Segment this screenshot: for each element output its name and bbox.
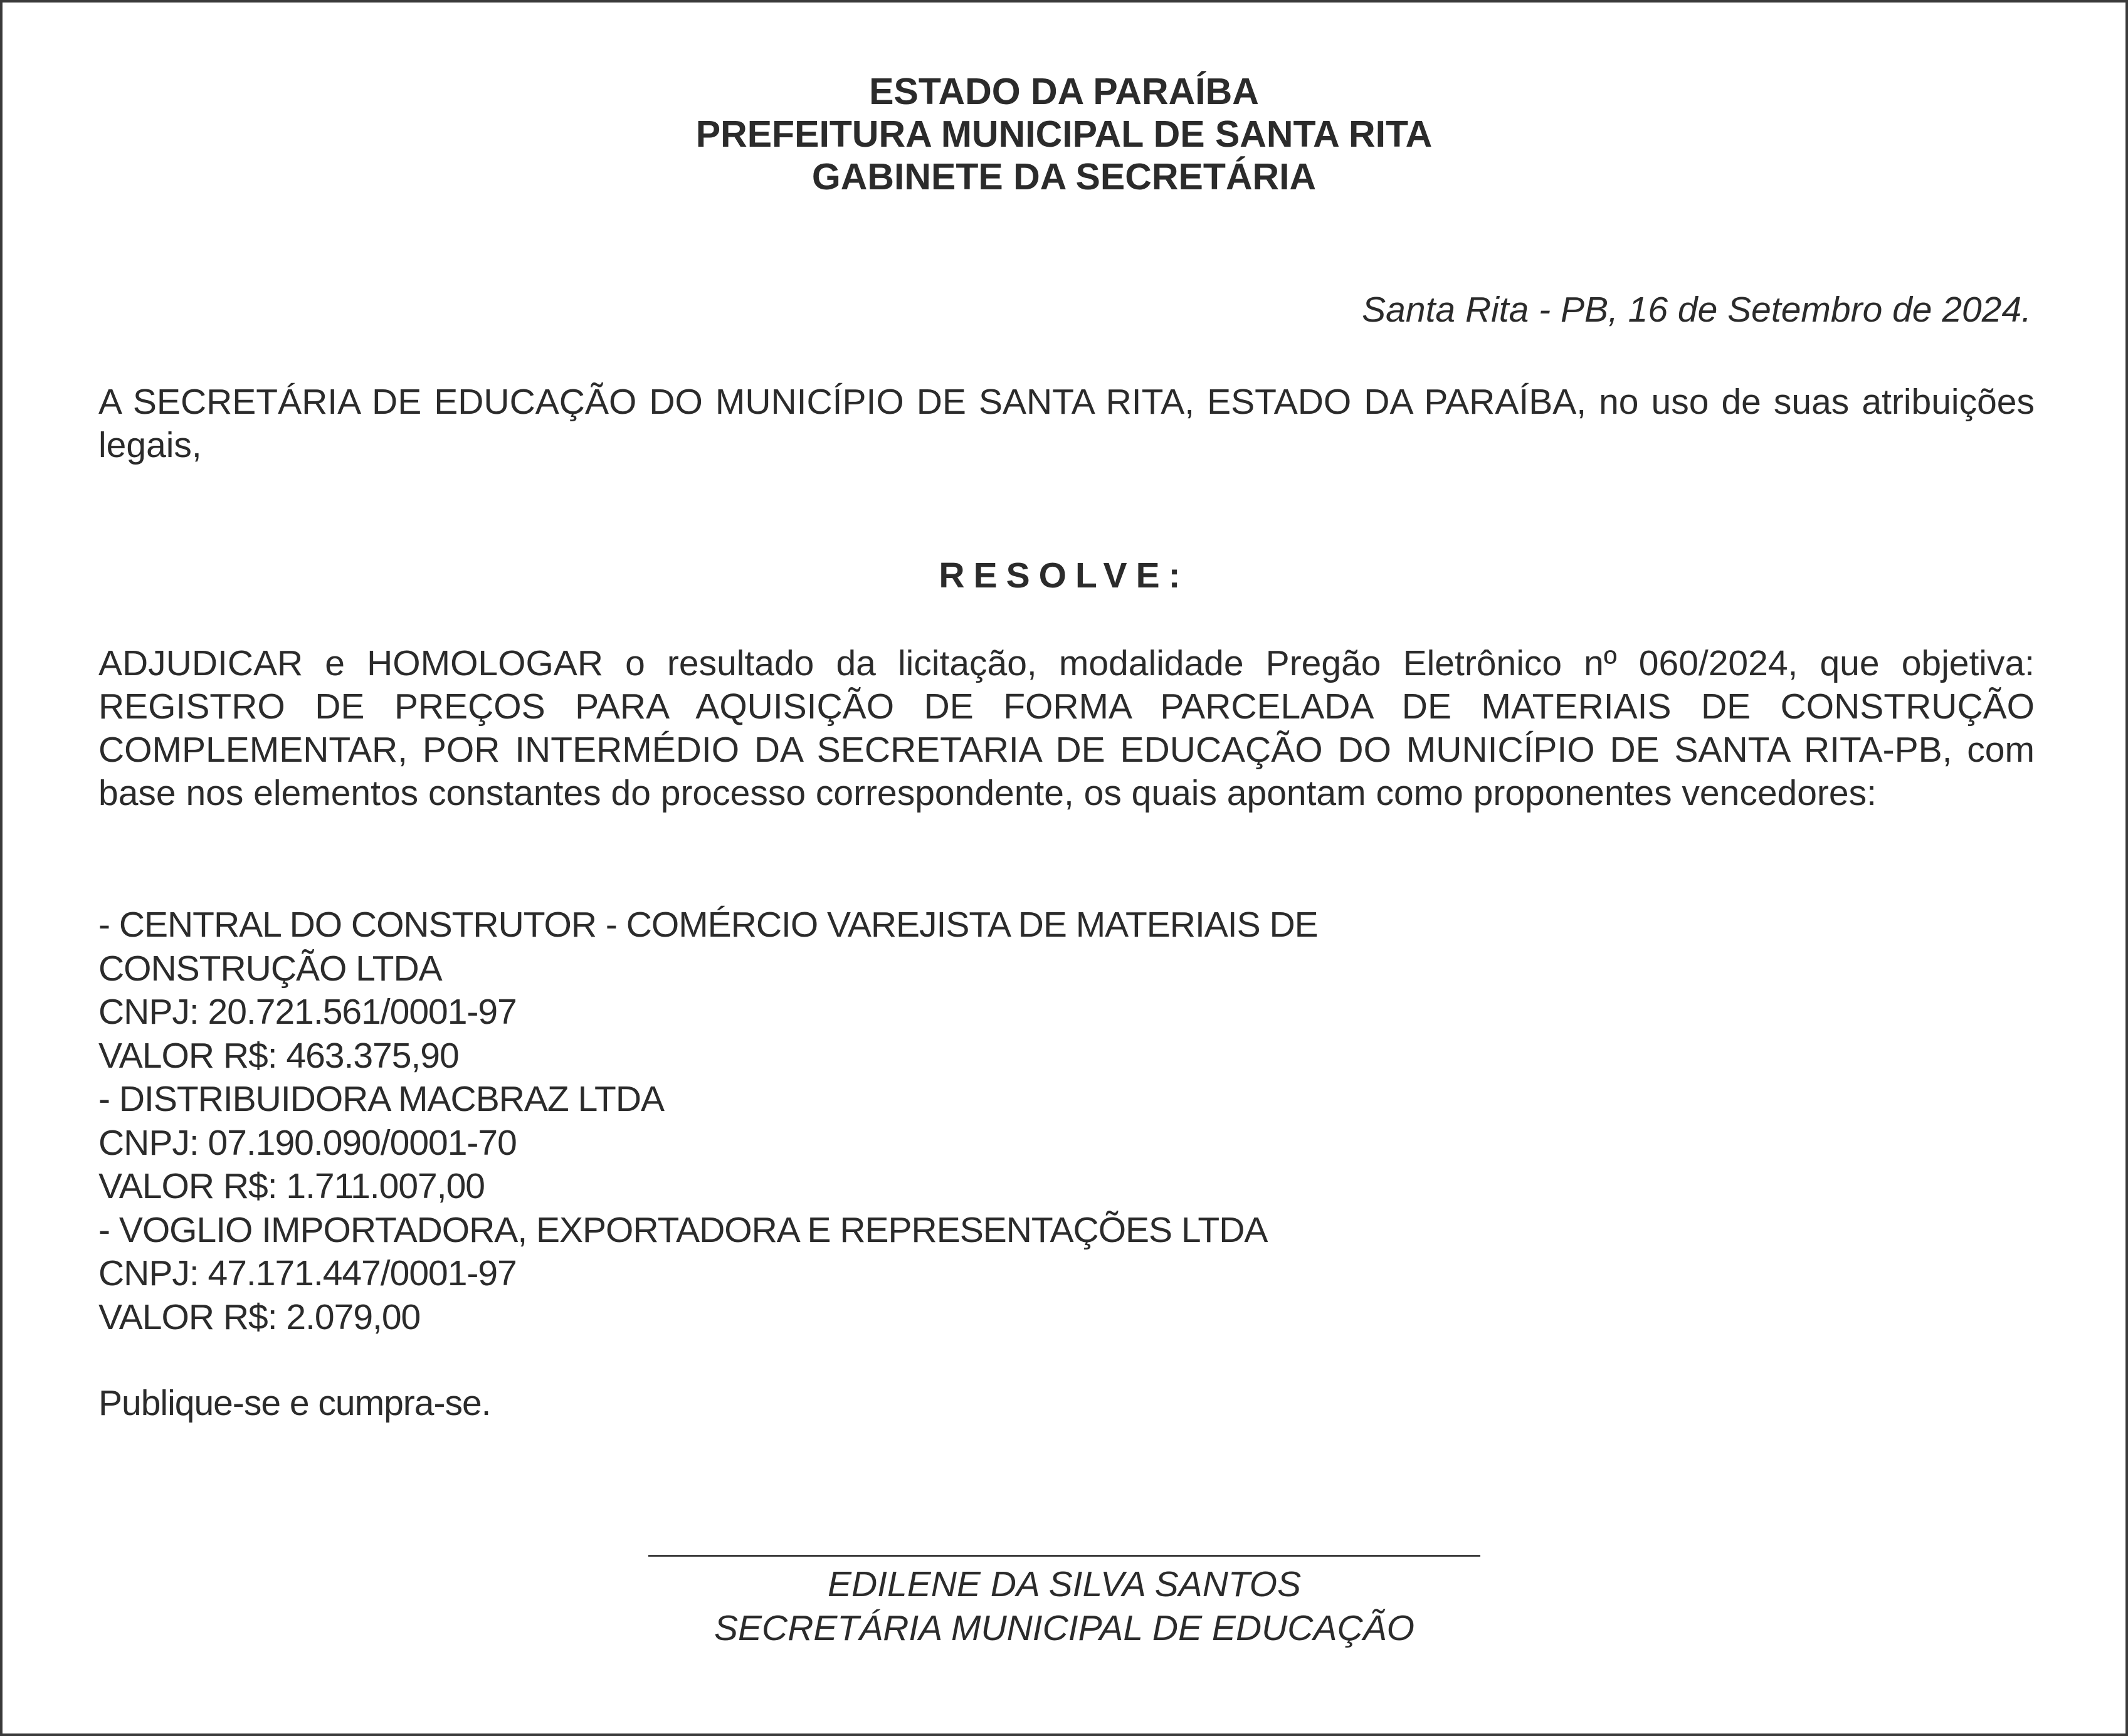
resolve-heading: RESOLVE: — [939, 555, 1189, 596]
signatory-name: EDILENE DA SILVA SANTOS — [827, 1564, 1302, 1604]
winner-value: VALOR R$: 463.375,90 — [98, 1035, 459, 1076]
signature-line — [648, 1555, 1480, 1557]
signatory-title: SECRETÁRIA MUNICIPAL DE EDUCAÇÃO — [714, 1608, 1414, 1648]
main-paragraph: ADJUDICAR e HOMOLOGAR o resultado da licitação, modalidade Pregão Eletrônico nº 060/2024, que objetiva: REGISTRO DE PREÇOS PARA AQUISIÇÃO DE FORMA PARCELADA DE MATERIAIS DE CONSTRUÇÃO COMPLEMENTAR, POR INTERMÉDIO DA SECRETARIA DE EDUCAÇÃO DO MUNICÍPIO DE SANTA RITA-PB, com base nos elementos constantes do processo correspondente, os quais apontam como proponentes vencedores: — [98, 643, 2035, 813]
header-state: ESTADO DA PARAÍBA — [869, 71, 1259, 112]
document-date: Santa Rita - PB, 16 de Setembro de 2024. — [1362, 290, 2031, 330]
winners-list — [98, 903, 1318, 1339]
closing-text: Publique-se e cumpra-se. — [98, 1383, 491, 1423]
winner-name: - CENTRAL DO CONSTRUTOR - COMÉRCIO VAREJISTA DE MATERIAIS DE — [98, 905, 1318, 945]
intro-paragraph: A SECRETÁRIA DE EDUCAÇÃO DO MUNICÍPIO DE SANTA RITA, ESTADO DA PARAÍBA, no uso de suas atribuições legais, — [98, 382, 2035, 465]
winner-cnpj: CNPJ: 07.190.090/0001-70 — [98, 1122, 517, 1163]
winner-name: - DISTRIBUIDORA MACBRAZ LTDA — [98, 1079, 665, 1119]
winner-cnpj: CNPJ: 20.721.561/0001-97 — [98, 992, 517, 1032]
winner-name: - VOGLIO IMPORTADORA, EXPORTADORA E REPRESENTAÇÕES LTDA — [98, 1209, 1268, 1250]
header-office: GABINETE DA SECRETÁRIA — [811, 156, 1317, 197]
winner-value: VALOR R$: 2.079,00 — [98, 1297, 421, 1337]
winner-name-continued: CONSTRUÇÃO LTDA — [98, 948, 442, 989]
signature-block — [648, 1562, 1480, 1650]
header-prefecture: PREFEITURA MUNICIPAL DE SANTA RITA — [695, 113, 1433, 155]
document-header — [3, 70, 2125, 198]
winner-cnpj: CNPJ: 47.171.447/0001-97 — [98, 1253, 517, 1293]
winner-value: VALOR R$: 1.711.007,00 — [98, 1166, 485, 1206]
